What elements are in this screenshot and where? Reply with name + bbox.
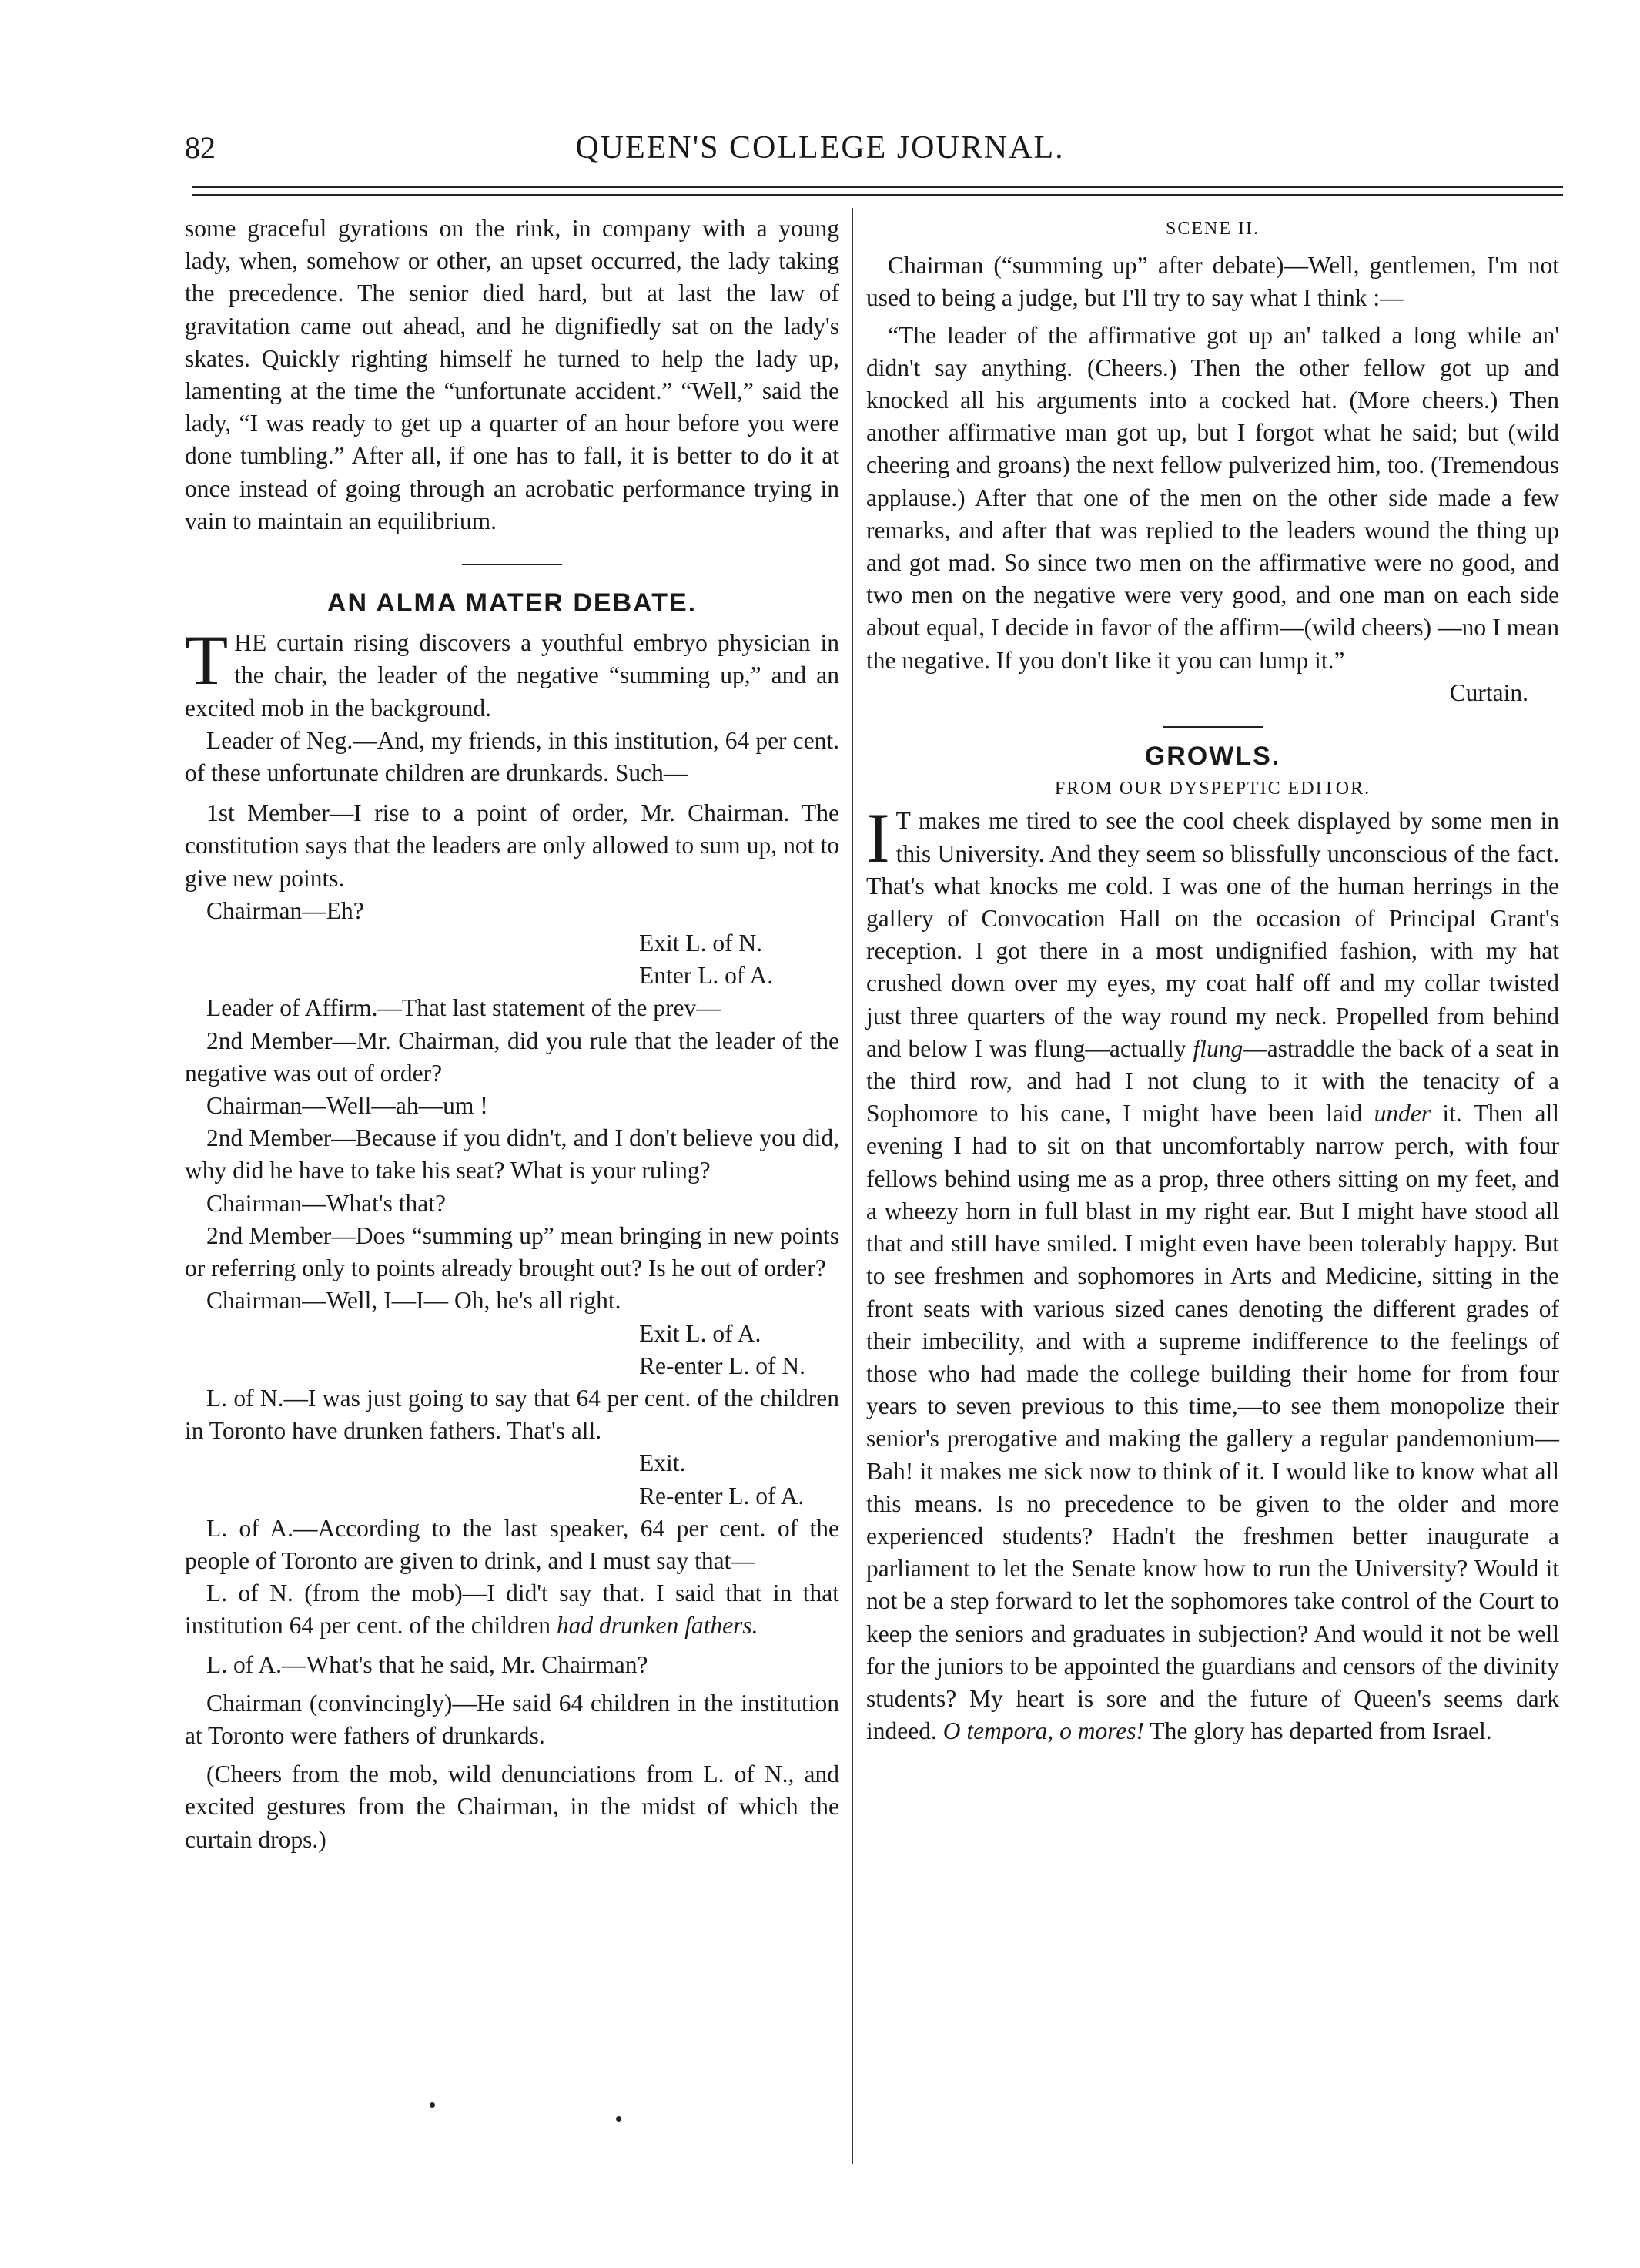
scene-label: SCENE II. bbox=[1166, 219, 1260, 239]
debate-paragraph: Chairman—Well, I—I— Oh, he's all right. bbox=[206, 1287, 621, 1315]
paragraph-text: —astraddle the back of a seat in the third row, and had I not clung to it with the tenacity of a Sophomore to his cane, I might have been laid bbox=[866, 1034, 1559, 1127]
growls-heading: GROWLS. bbox=[1144, 742, 1281, 772]
growls-byline: FROM OUR DYSPEPTIC EDITOR. bbox=[1054, 779, 1371, 799]
stage-direction: Exit L. of A. bbox=[639, 1319, 761, 1347]
italic-text: had drunken fathers. bbox=[556, 1612, 758, 1640]
italic-text: under bbox=[1374, 1100, 1431, 1127]
debate-paragraph: Chairman—Eh? bbox=[206, 896, 364, 924]
debate-paragraph: Chairman (“summing up” after debate)—Well, gentlemen, I'm not used to being a judge, but I'll try to say what I think :— bbox=[866, 252, 1559, 312]
debate-paragraph: “The leader of the affirmative got up an' talked a long while an' didn't say anything. (Cheers.) Then the other fellow got up and knocked all his arguments into a cocked hat. (More cheers.) Then another affirmative man got up, but I forgot what he said; but (wild cheering and groans) the next fellow pulverized him, too. (Tremendous applause.) After that one of the men on the other side made a few remarks, and after that was replied to the leaders wound the thing up and got mad. So since two men on the affirmative were no good, and two men on the negative were very good, and one man on each side about equal, I decide in favor of the affirm—(wild cheers) —no I mean the negative. If you don't like it you can lump it.” bbox=[866, 321, 1559, 674]
debate-paragraph: Leader of Neg.—And, my friends, in this institution, 64 per cent. of these unfortunate children are drunkards. Such— bbox=[185, 726, 839, 787]
right-column bbox=[866, 213, 1559, 1747]
debate-paragraph: Leader of Affirm.—That last statement of the prev— bbox=[206, 994, 721, 1022]
header-rule bbox=[192, 194, 1563, 196]
debate-paragraph: (Cheers from the mob, wild denunciations from L. of N., and excited gestures from the Chairman, in the midst of which the curtain drops.) bbox=[185, 1760, 839, 1853]
running-head: QUEEN'S COLLEGE JOURNAL. bbox=[575, 130, 1065, 166]
debate-paragraph: 2nd Member—Because if you didn't, and I don't believe you did, why did he have to take his seat? What is your ruling? bbox=[185, 1124, 839, 1184]
debate-paragraph: Chairman—What's that? bbox=[206, 1189, 446, 1217]
stage-direction: Re-enter L. of A. bbox=[639, 1482, 805, 1509]
ink-dot bbox=[430, 2102, 435, 2108]
italic-text: O tempora, o mores! bbox=[942, 1717, 1145, 1745]
stage-direction: Exit. bbox=[639, 1449, 686, 1477]
debate-paragraph bbox=[185, 1577, 839, 1642]
debate-paragraph: 2nd Member—Mr. Chairman, did you rule that the leader of the negative was out of order? bbox=[185, 1027, 839, 1087]
debate-paragraph: 1st Member—I rise to a point of order, Mr. Chairman. The constitution says that the leaders are only allowed to sum up, not to give new points. bbox=[185, 799, 839, 892]
drop-cap: I bbox=[866, 799, 890, 878]
page-number: 82 bbox=[185, 130, 216, 165]
header-rule bbox=[192, 186, 1563, 188]
debate-paragraph: L. of A.—What's that he said, Mr. Chairman? bbox=[206, 1650, 648, 1678]
debate-paragraph: Chairman (convincingly)—He said 64 children in the institution at Toronto were fathers of drunkards. bbox=[185, 1689, 839, 1749]
stage-direction: Enter L. of A. bbox=[639, 962, 774, 990]
stage-direction: Re-enter L. of N. bbox=[639, 1352, 806, 1379]
continued-paragraph: some graceful gyrations on the rink, in company with a young lady, when, somehow or other, an upset occurred, the lady taking the precedence. The senior died hard, but at last the law of gravitation came out ahead, and he dignifiedly sat on the lady's skates. Quickly righting himself he turned to help the lady up, lamenting at the time the “unfortunate accident.” “Well,” said the lady, “I was ready to get up a quarter of an hour before you were done tumbling.” After all, if one has to fall, it is better to do it at once instead of going through an acrobatic performance trying in vain to maintain an equilibrium. bbox=[185, 215, 839, 534]
paragraph-text: The glory has departed from Israel. bbox=[1144, 1717, 1492, 1745]
drop-cap: T bbox=[185, 621, 229, 700]
debate-paragraph: L. of N.—I was just going to say that 64 per cent. of the children in Toronto have drunken fathers. That's all. bbox=[185, 1384, 839, 1445]
curtain-line: Curtain. bbox=[1449, 678, 1528, 706]
paragraph-text: L. of N. (from the mob)—I did't say that. I said that in that institution 64 per cent. of the children bbox=[185, 1580, 839, 1640]
growls-body bbox=[866, 799, 1559, 1747]
paragraph-text: it. Then all evening I had to sit on that uncomfortably narrow perch, with four fellows behind using me as a prop, three others sitting on my feet, and a wheezy horn in full blast in my right ear. But I might have stood all that and still have smiled. I might even have been tolerably happy. But to see freshmen and sophomores in Arts and Medicine, sitting in the front seats with various sized canes denoting the different grades of their imbecility, and with a supreme indifference to the feelings of those who had made the college building their home for from four years to seven previous to this time,—to see them monopolize their senior's prerogative and making the gallery a regular pandemonium—Bah! it makes me sick now to think of it. I would like to know what all this means. Is no precedence to be given to the older and more experienced students? Hadn't the freshmen better inaugurate a parliament to let the Senate know how to run the University? Would it not be a step forward to let the sophomores take control of the Court to keep the seniors and graduates in subjection? And would it not be well for the juniors to be appointed the guardians and censors of the divinity students? My heart is sore and the future of Queen's seems dark indeed. bbox=[866, 1100, 1559, 1745]
debate-intro bbox=[185, 621, 839, 725]
paragraph-text: T makes me tired to see the cool cheek displayed by some men in this University. And they seem so blissfully unconscious of the fact. That's what knocks me cold. I was one of the human herrings in the gallery of Convocation Hall on the occasion of Principal Grant's reception. I got there in a most undignified fashion, with my hat crushed down over my eyes, my coat half off and my collar twisted just three quarters of the way round my neck. Propelled from behind and below I was flung—actually bbox=[866, 807, 1559, 1062]
debate-paragraph: Chairman—Well—ah—um ! bbox=[206, 1092, 488, 1120]
column-divider bbox=[852, 208, 853, 2164]
intro-text: HE curtain rising discovers a youthful embryo physician in the chair, the leader of the negative “summing up,” and an excited mob in the background. bbox=[185, 629, 839, 722]
debate-paragraph: 2nd Member—Does “summing up” mean bringing in new points or referring only to points already brought out? Is he out of order? bbox=[185, 1221, 839, 1282]
left-column bbox=[185, 213, 839, 1856]
italic-text: flung bbox=[1193, 1034, 1243, 1062]
debate-heading: AN ALMA MATER DEBATE. bbox=[326, 588, 698, 618]
stage-direction: Exit L. of N. bbox=[639, 930, 763, 957]
ink-dot bbox=[616, 2116, 621, 2122]
debate-paragraph: L. of A.—According to the last speaker, 64 per cent. of the people of Toronto are given to drink, and I must say that— bbox=[185, 1514, 839, 1574]
